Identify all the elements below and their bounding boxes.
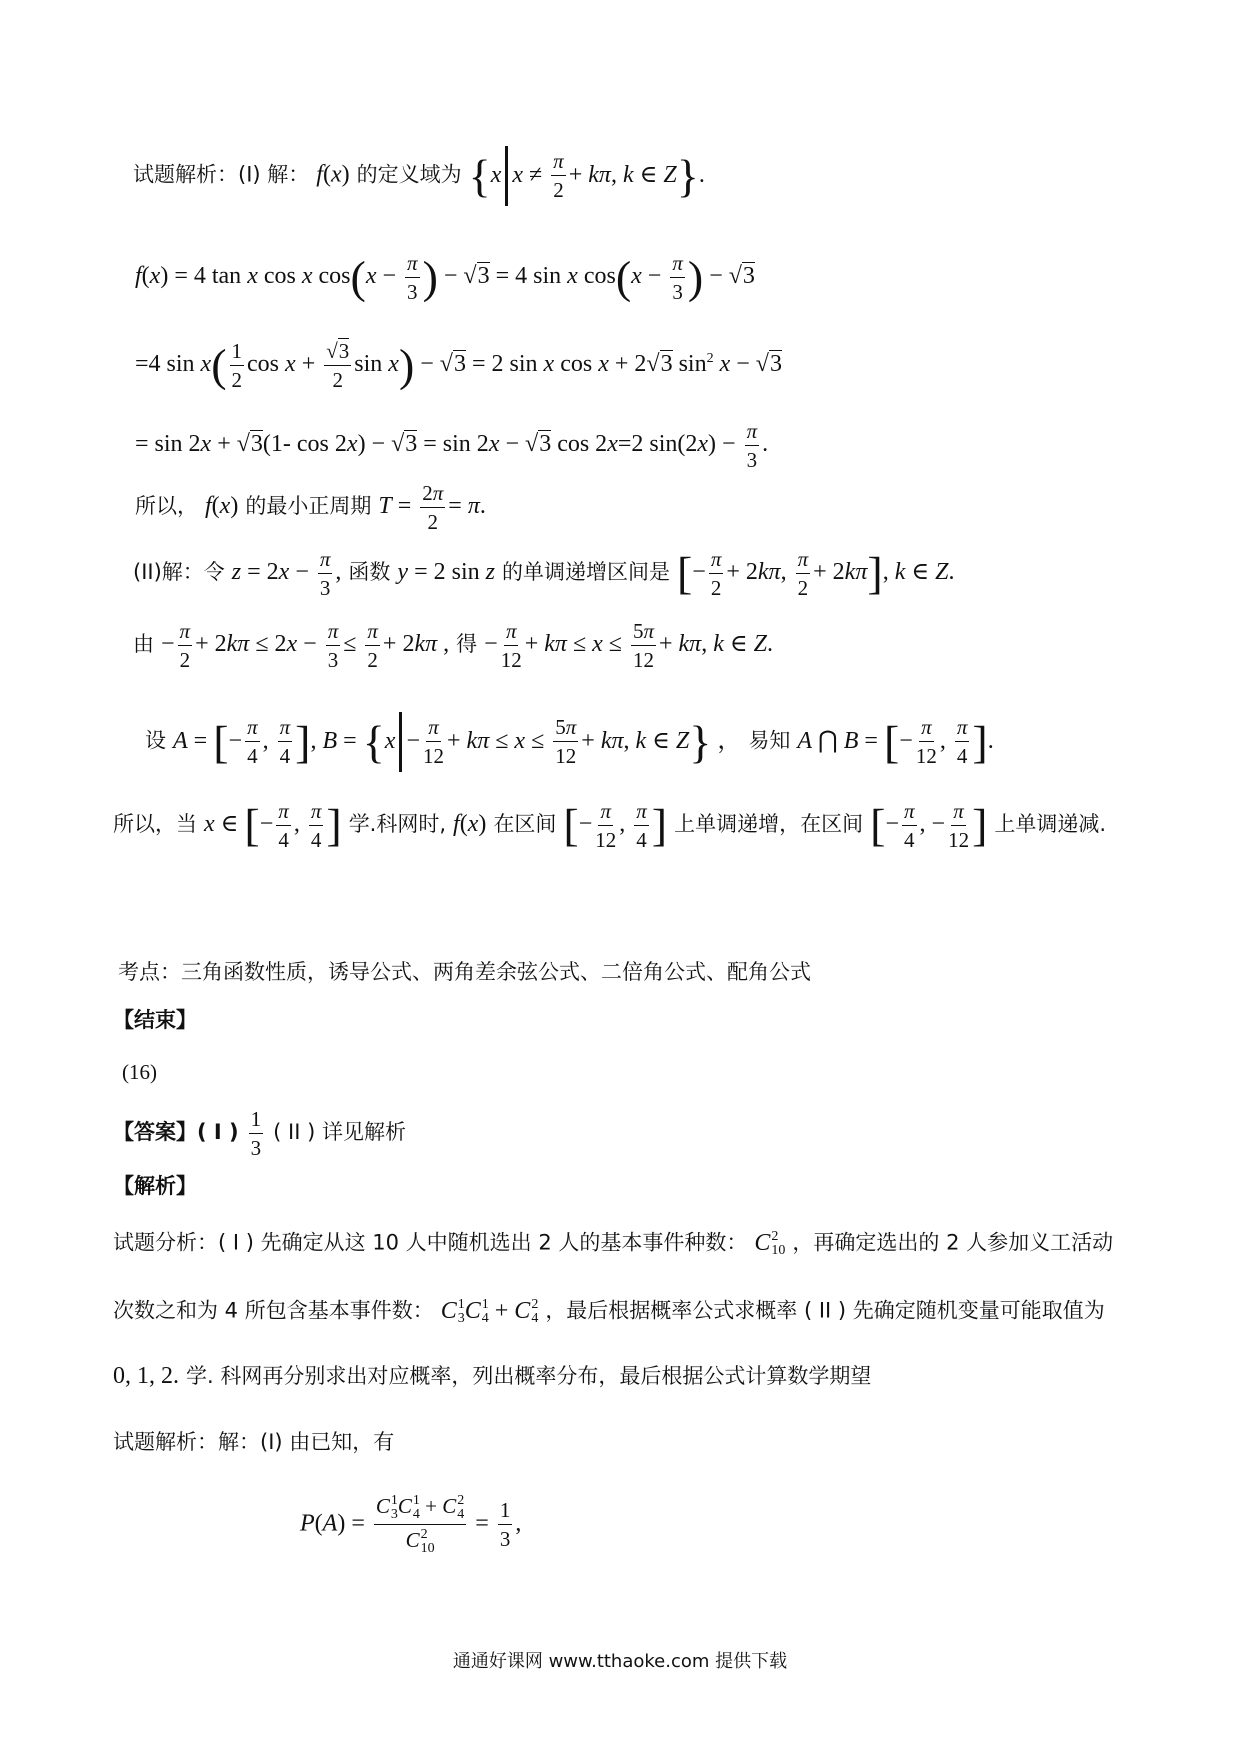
period-text: 的最小正周期: [245, 494, 372, 519]
solution-line: 试题解析：解：(I) 由已知，有: [113, 1430, 395, 1454]
analysis-line-3: 0, 1, 2. 学. 科网再分别求出对应概率，列出概率分布，最后根据公式计算数学期望: [113, 1363, 872, 1389]
part2-line-2: 由 − $\frac{\pi}{2}$ + 2kπ ≤ 2x − $\frac{\pi}{3}$ ≤ $\frac{\pi}{2}$ + 2kπ , 得 − $\frac{\pi}{12}$ + kπ ≤ x ≤ $\frac{5\pi}{12}$ + kπ, k ∈ Z.: [133, 619, 773, 672]
kaodian: 考点：三角函数性质，诱导公式、两角差余弦公式、二倍角公式、配角公式: [118, 960, 811, 984]
part2-line-1: (II)解：令 z = 2x − $\frac{\pi}{3}$ , 函数 y = 2 sin z 的单调递增区间是 [− $\frac{\pi}{2}$ + 2kπ, $\frac{\pi}{2}$ + 2kπ], k ∈ Z.: [133, 547, 955, 600]
part2-line-4: 所以，当 x ∈ [− $\frac{\pi}{4}$ , $\frac{\pi}{4}$ ] 学.科网时, f(x) 在区间 [− $\frac{\pi}{12}$ , $\frac{\pi}{4}$ ] 上单调递增，在区间 [− $\frac{\pi}{4}$ , − $\frac{\pi}{12}$ ] 上单调递减.: [113, 799, 1107, 852]
formula-line-4: = sin 2x + √3(1- cos 2x) − √3 = sin 2x − √3 cos 2x=2 sin(2x) − $\frac{\pi}{3}$ .: [135, 419, 769, 472]
end-mark: 【结束】: [113, 1008, 197, 1032]
period-line: 所以， f(x) 的最小正周期 T = $\frac{2\pi}{2}$ = π.: [135, 481, 486, 534]
question-number: (16): [122, 1060, 157, 1084]
answer-line: 【答案】( I ) $\frac{1}{3}$ ( II ) 详见解析: [113, 1107, 406, 1160]
part1-domain-line: [133, 146, 705, 206]
formula-line-3: =4 sin x( $\frac{1}{2}$ cos x + $\frac{√3}{2}$ sin x) − √3 = 2 sin x cos x + 2√3 $\sin^2 x - √3$: [135, 339, 782, 392]
domain-set: {x x ≠ $\frac{\pi}{2}$ + kπ, k ∈ Z}.: [469, 162, 705, 188]
domain-text: 的定义域为: [356, 162, 462, 187]
answer-tail: ( II ) 详见解析: [273, 1120, 406, 1145]
so-text: 所以，: [135, 494, 198, 519]
page-footer: 通通好课网 www.tthaoke.com 提供下载: [452, 1651, 788, 1672]
analysis-line-1: 试题分析：( I ) 先确定从这 10 人中随机选出 2 人的基本事件种数： C 2 10 ，再确定选出的 2 人参加义工活动: [113, 1229, 1114, 1258]
part2-line-3: 设 A = [− $\frac{\pi}{4}$ , $\frac{\pi}{4}$ ], B = {x − $\frac{\pi}{12}$ + kπ ≤ x ≤ $\frac{5\pi}{12}$ + kπ, k ∈ Z} ， 易知 A ⋂ B = [− $\frac{\pi}{12}$ , $\frac{\pi}{4}$ ].: [145, 712, 994, 772]
part2-intro: (II)解：令: [133, 560, 225, 585]
formula-fx: f(x): [316, 161, 350, 188]
analysis-label: 【解析】: [113, 1174, 197, 1198]
answer-label: 【答案】( I ): [113, 1120, 239, 1145]
part1-intro: 试题解析：(I) 解：: [133, 162, 310, 187]
probability-formula: P(A) = C 1 3 C 1 4 + C 2 4 C 2 10 = $\frac{1}{3}$ ,: [300, 1493, 522, 1556]
analysis-line-2: 次数之和为 4 所包含基本事件数： C 1 3 C 1 4 + C 2 4 ，最后根据概率公式求概率 ( II ) 先确定随机变量可能取值为: [113, 1297, 1105, 1326]
formula-line-2: f(x) = 4 tan x cos x cos(x − $\frac{\pi}{3}$ ) − √3 = 4 sin x cos(x − $\frac{\pi}{3}$ ) − √3: [135, 251, 755, 304]
